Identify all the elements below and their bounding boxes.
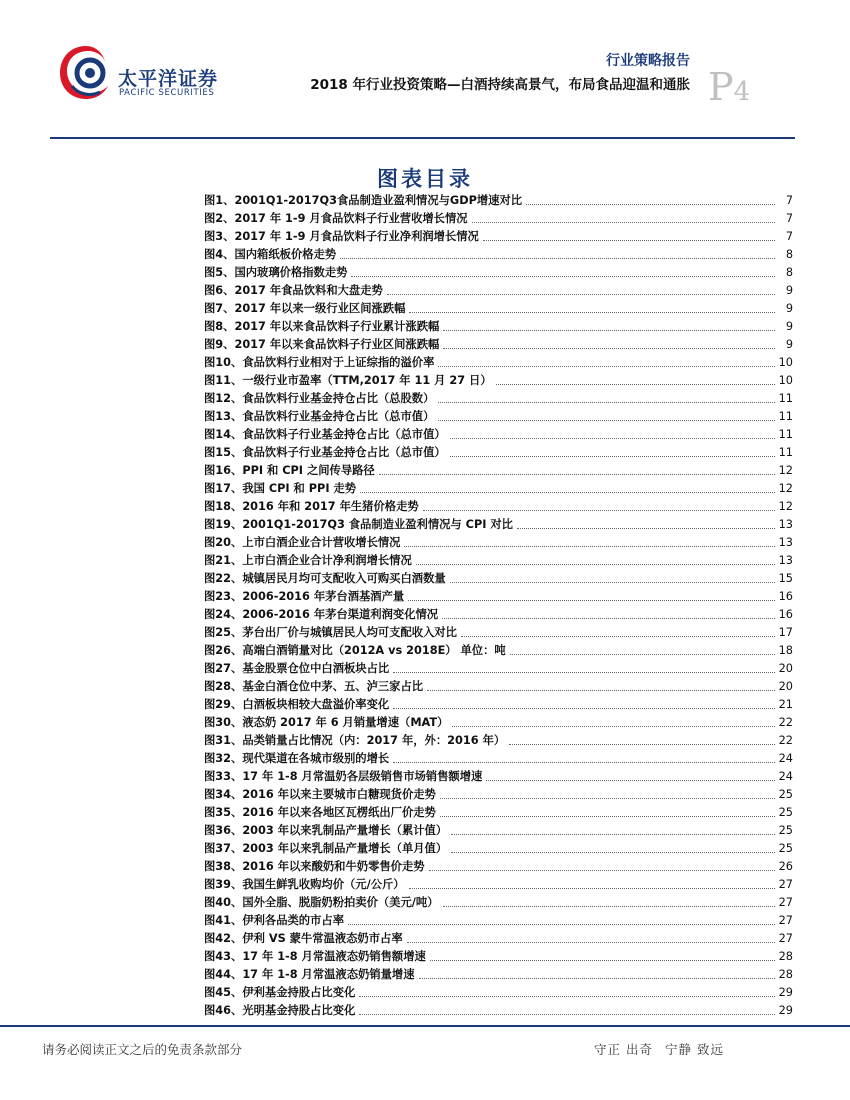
toc-dot-leader	[427, 690, 775, 691]
company-motto	[594, 1040, 724, 1058]
toc-dot-leader	[430, 960, 775, 961]
toc-dot-leader	[419, 978, 775, 979]
toc-entry-page[interactable]: 25	[778, 806, 793, 819]
toc-entry[interactable]	[204, 948, 793, 966]
toc-entry[interactable]	[204, 264, 793, 282]
toc-entry-label[interactable]: 图28、基金白酒仓位中茅、五、泸三家占比	[204, 680, 424, 693]
toc-entry[interactable]	[204, 588, 793, 606]
toc-dot-leader	[348, 924, 775, 925]
toc-entry[interactable]	[204, 966, 793, 984]
toc-entry[interactable]	[204, 246, 793, 264]
page-number	[708, 65, 751, 109]
toc-entry[interactable]	[204, 678, 793, 696]
toc-entry[interactable]	[204, 228, 793, 246]
company-logo	[58, 42, 228, 102]
toc-entry[interactable]	[204, 894, 793, 912]
toc-entry[interactable]	[204, 480, 793, 498]
toc-dot-leader	[450, 438, 775, 439]
toc-entry-label[interactable]: 图25、茅台出厂价与城镇居民人均可支配收入对比	[204, 626, 457, 639]
toc-dot-leader	[438, 366, 774, 367]
toc-entry[interactable]	[204, 912, 793, 930]
toc-entry-label[interactable]: 图46、光明基金持股占比变化	[204, 1004, 356, 1017]
page-digit: 4	[733, 77, 751, 107]
toc-entry-page[interactable]: 16	[778, 590, 793, 603]
toc-entry-page[interactable]: 9	[785, 320, 793, 333]
toc-dot-leader	[438, 402, 774, 403]
toc-dot-leader	[509, 744, 775, 745]
toc-entry[interactable]	[204, 840, 793, 858]
toc-entry-page[interactable]: 13	[778, 554, 793, 567]
toc-entry[interactable]	[204, 804, 793, 822]
toc-entry-label[interactable]: 图4、国内箱纸板价格走势	[204, 248, 337, 261]
toc-entry-label[interactable]: 图32、现代渠道在各城市级别的增长	[204, 752, 390, 765]
toc-dot-leader	[443, 906, 775, 907]
toc-entry-page[interactable]: 22	[778, 716, 793, 729]
report-title: 2018 年行业投资策略—白酒持续高景气，布局食品迎温和通胀	[310, 77, 690, 93]
toc-dot-leader	[510, 654, 775, 655]
toc-entry-page[interactable]: 29	[778, 986, 793, 999]
toc-entry-label[interactable]: 图43、17 年 1-8 月常温液态奶销售额增速	[204, 950, 426, 963]
toc-entry-label[interactable]: 图20、上市白酒企业合计营收增长情况	[204, 536, 401, 549]
toc-entry-page[interactable]: 7	[785, 194, 793, 207]
toc-dot-leader	[440, 798, 775, 799]
toc-entry[interactable]	[204, 534, 793, 552]
toc-entry-label[interactable]: 图41、伊利各品类的市占率	[204, 914, 344, 927]
toc-dot-leader	[393, 762, 774, 763]
toc-entry-label[interactable]: 图6、2017 年食品饮料和大盘走势	[204, 284, 383, 297]
report-type: 行业策略报告	[606, 53, 690, 69]
toc-entry[interactable]	[204, 318, 793, 336]
toc-entry-page[interactable]: 21	[778, 698, 793, 711]
toc-entry-page[interactable]: 25	[778, 788, 793, 801]
toc-dot-leader	[483, 240, 775, 241]
toc-entry-page[interactable]: 8	[785, 266, 793, 279]
toc-entry-page[interactable]: 20	[778, 680, 793, 693]
toc-entry-label[interactable]: 图13、食品饮料行业基金持仓占比（总市值）	[204, 410, 435, 423]
toc-entry-label[interactable]: 图24、2006-2016 年茅台渠道利润变化情况	[204, 608, 439, 621]
toc-dot-leader	[393, 672, 774, 673]
toc-entry-page[interactable]: 15	[778, 572, 793, 585]
toc-entry-label[interactable]: 图30、液态奶 2017 年 6 月销量增速（MAT）	[204, 716, 449, 729]
toc-entry-label[interactable]: 图9、2017 年以来食品饮料子行业区间涨跌幅	[204, 338, 440, 351]
toc-entry-label[interactable]: 图38、2016 年以来酸奶和牛奶零售价走势	[204, 860, 425, 873]
toc-entry-page[interactable]: 28	[778, 968, 793, 981]
toc-entry-label[interactable]: 图23、2006-2016 年茅台酒基酒产量	[204, 590, 405, 603]
toc-entry-label[interactable]: 图44、17 年 1-8 月常温液态奶销量增速	[204, 968, 415, 981]
toc-entry[interactable]	[204, 444, 793, 462]
toc-entry-label[interactable]: 图36、2003 年以来乳制品产量增长（累计值）	[204, 824, 448, 837]
toc-entry-page[interactable]: 11	[778, 410, 793, 423]
toc-entry-label[interactable]: 图37、2003 年以来乳制品产量增长（单月值）	[204, 842, 448, 855]
toc-entry[interactable]	[204, 984, 793, 1002]
toc-entry-label[interactable]: 图34、2016 年以来主要城市白糖现货价走势	[204, 788, 436, 801]
toc-entry-page[interactable]: 10	[778, 356, 793, 369]
toc-dot-leader	[407, 942, 775, 943]
toc-entry-page[interactable]: 28	[778, 950, 793, 963]
toc-entry-page[interactable]: 27	[778, 932, 793, 945]
toc-entry-label[interactable]: 图18、2016 年和 2017 年生猪价格走势	[204, 500, 419, 513]
toc-entry[interactable]	[204, 822, 793, 840]
toc-dot-leader	[443, 330, 775, 331]
toc-entry[interactable]	[204, 696, 793, 714]
toc-entry-page[interactable]: 20	[778, 662, 793, 675]
toc-entry-label[interactable]: 图19、2001Q1-2017Q3 食品制造业盈利情况与 CPI 对比	[204, 518, 513, 531]
toc-dot-leader	[423, 510, 775, 511]
toc-entry[interactable]	[204, 786, 793, 804]
toc-dot-leader	[351, 276, 775, 277]
toc-entry-label[interactable]: 图33、17 年 1-8 月常温奶各层级销售市场销售额增速	[204, 770, 483, 783]
toc-dot-leader	[379, 474, 775, 475]
toc-entry[interactable]	[204, 408, 793, 426]
toc-entry-page[interactable]: 8	[785, 248, 793, 261]
toc-entry[interactable]	[204, 354, 793, 372]
toc-entry-label[interactable]: 图2、2017 年 1-9 月食品饮料子行业营收增长情况	[204, 212, 468, 225]
toc-dot-leader	[517, 528, 775, 529]
toc-dot-leader	[440, 816, 775, 817]
toc-dot-leader	[442, 618, 775, 619]
toc-entry-label[interactable]: 图35、2016 年以来各地区瓦楞纸出厂价走势	[204, 806, 436, 819]
toc-entry-page[interactable]: 18	[778, 644, 793, 657]
toc-list	[204, 192, 793, 1020]
toc-entry[interactable]	[204, 660, 793, 678]
toc-entry-page[interactable]: 7	[785, 212, 793, 225]
motto-2: 宁静 致远	[664, 1042, 724, 1057]
toc-entry[interactable]	[204, 390, 793, 408]
toc-entry-label[interactable]: 图12、食品饮料行业基金持仓占比（总股数）	[204, 392, 435, 405]
toc-dot-leader	[486, 780, 774, 781]
toc-entry-label[interactable]: 图14、食品饮料子行业基金持仓占比（总市值）	[204, 428, 446, 441]
toc-entry-page[interactable]: 9	[785, 302, 793, 315]
toc-entry-label[interactable]: 图39、我国生鲜乳收购均价（元/公斤）	[204, 878, 405, 891]
toc-entry-page[interactable]: 12	[778, 500, 793, 513]
toc-entry-label[interactable]: 图31、品类销量占比情况（内：2017 年，外：2016 年）	[204, 734, 506, 747]
toc-entry-page[interactable]: 24	[778, 770, 793, 783]
toc-entry-page[interactable]: 12	[778, 482, 793, 495]
toc-dot-leader	[452, 726, 774, 727]
toc-dot-leader	[461, 636, 775, 637]
toc-dot-leader	[393, 708, 774, 709]
toc-dot-leader	[409, 312, 775, 313]
toc-dot-leader	[443, 348, 775, 349]
toc-dot-leader	[472, 222, 775, 223]
toc-dot-leader	[409, 888, 775, 889]
toc-entry[interactable]	[204, 858, 793, 876]
toc-entry-page[interactable]: 13	[778, 536, 793, 549]
toc-entry[interactable]	[204, 732, 793, 750]
toc-entry-page[interactable]: 13	[778, 518, 793, 531]
toc-entry-page[interactable]: 26	[778, 860, 793, 873]
toc-dot-leader	[526, 204, 775, 205]
toc-entry-label[interactable]: 图8、2017 年以来食品饮料子行业累计涨跌幅	[204, 320, 440, 333]
toc-entry-page[interactable]: 11	[778, 428, 793, 441]
disclaimer-note: 请务必阅读正文之后的免责条款部分	[42, 1042, 243, 1057]
toc-entry-page[interactable]: 25	[778, 824, 793, 837]
motto-1: 守正 出奇	[594, 1042, 653, 1057]
toc-entry-page[interactable]: 10	[778, 374, 793, 387]
toc-entry-label[interactable]: 图11、一级行业市盈率（TTM,2017 年 11 月 27 日）	[204, 374, 492, 387]
toc-entry-label[interactable]: 图1、2001Q1-2017Q3食品制造业盈利情况与GDP增速对比	[204, 194, 523, 207]
toc-entry-page[interactable]: 27	[778, 878, 793, 891]
toc-dot-leader	[451, 852, 774, 853]
toc-dot-leader	[496, 384, 775, 385]
toc-entry-label[interactable]: 图10、食品饮料行业相对于上证综指的溢价率	[204, 356, 435, 369]
toc-entry-page[interactable]: 22	[778, 734, 793, 747]
toc-entry-page[interactable]: 12	[778, 464, 793, 477]
toc-entry[interactable]	[204, 336, 793, 354]
toc-dot-leader	[340, 258, 775, 259]
toc-dot-leader	[360, 492, 775, 493]
toc-entry-label[interactable]: 图3、2017 年 1-9 月食品饮料子行业净利润增长情况	[204, 230, 479, 243]
toc-dot-leader	[429, 870, 775, 871]
toc-entry[interactable]	[204, 750, 793, 768]
toc-entry-page[interactable]: 11	[778, 446, 793, 459]
toc-entry-page[interactable]: 16	[778, 608, 793, 621]
toc-entry[interactable]	[204, 210, 793, 228]
toc-entry[interactable]	[204, 570, 793, 588]
brand-name-en: PACIFIC SECURITIES	[119, 88, 215, 98]
toc-entry-page[interactable]: 17	[778, 626, 793, 639]
toc-entry[interactable]	[204, 552, 793, 570]
toc-entry[interactable]	[204, 876, 793, 894]
toc-dot-leader	[408, 600, 774, 601]
toc-entry[interactable]	[204, 516, 793, 534]
toc-entry-page[interactable]: 24	[778, 752, 793, 765]
page-prefix: P	[708, 65, 734, 109]
toc-entry-page[interactable]: 29	[778, 1004, 793, 1017]
toc-entry-label[interactable]: 图15、食品饮料子行业基金持仓占比（总市值）	[204, 446, 446, 459]
toc-entry[interactable]	[204, 606, 793, 624]
toc-entry-label[interactable]: 图42、伊利 VS 蒙牛常温液态奶市占率	[204, 932, 403, 945]
toc-entry[interactable]	[204, 1002, 793, 1020]
toc-entry[interactable]	[204, 462, 793, 480]
toc-entry[interactable]	[204, 714, 793, 732]
toc-entry-label[interactable]: 图7、2017 年以来一级行业区间涨跌幅	[204, 302, 406, 315]
toc-entry-label[interactable]: 图21、上市白酒企业合计净利润增长情况	[204, 554, 412, 567]
toc-entry-page[interactable]: 27	[778, 896, 793, 909]
toc-entry-page[interactable]: 9	[785, 284, 793, 297]
toc-dot-leader	[359, 1014, 774, 1015]
toc-dot-leader	[359, 996, 774, 997]
toc-entry[interactable]	[204, 930, 793, 948]
header-divider	[50, 137, 795, 139]
pacific-securities-logo-icon	[58, 42, 114, 102]
toc-entry-label[interactable]: 图29、白酒板块相较大盘溢价率变化	[204, 698, 390, 711]
toc-dot-leader	[387, 294, 775, 295]
footer-divider	[0, 1025, 850, 1027]
toc-entry[interactable]	[204, 300, 793, 318]
toc-entry[interactable]	[204, 426, 793, 444]
toc-entry-label[interactable]: 图26、高端白酒销量对比（2012A vs 2018E） 单位：吨	[204, 644, 506, 657]
toc-entry[interactable]	[204, 624, 793, 642]
toc-dot-leader	[438, 420, 774, 421]
toc-entry-page[interactable]: 25	[778, 842, 793, 855]
toc-entry-label[interactable]: 图5、国内玻璃价格指数走势	[204, 266, 348, 279]
toc-entry-label[interactable]: 图45、伊利基金持股占比变化	[204, 986, 356, 999]
toc-entry-label[interactable]: 图22、城镇居民月均可支配收入可购买白酒数量	[204, 572, 446, 585]
toc-entry[interactable]	[204, 768, 793, 786]
toc-entry-label[interactable]: 图40、国外全脂、脱脂奶粉拍卖价（美元/吨）	[204, 896, 439, 909]
toc-dot-leader	[416, 564, 775, 565]
toc-entry[interactable]	[204, 372, 793, 390]
toc-title: 图表目录	[377, 167, 473, 191]
toc-entry-page[interactable]: 27	[778, 914, 793, 927]
toc-dot-leader	[404, 546, 774, 547]
toc-entry-page[interactable]: 11	[778, 392, 793, 405]
toc-entry[interactable]	[204, 282, 793, 300]
toc-dot-leader	[451, 834, 774, 835]
toc-dot-leader	[450, 582, 775, 583]
toc-entry-label[interactable]: 图27、基金股票仓位中白酒板块占比	[204, 662, 390, 675]
toc-entry[interactable]	[204, 192, 793, 210]
brand-name-cn: 太平洋证券	[118, 68, 219, 90]
toc-entry[interactable]	[204, 498, 793, 516]
toc-entry-page[interactable]: 9	[785, 338, 793, 351]
toc-entry-page[interactable]: 7	[785, 230, 793, 243]
toc-entry-label[interactable]: 图17、我国 CPI 和 PPI 走势	[204, 482, 357, 495]
toc-entry[interactable]	[204, 642, 793, 660]
toc-dot-leader	[450, 456, 775, 457]
toc-entry-label[interactable]: 图16、PPI 和 CPI 之间传导路径	[204, 464, 375, 477]
